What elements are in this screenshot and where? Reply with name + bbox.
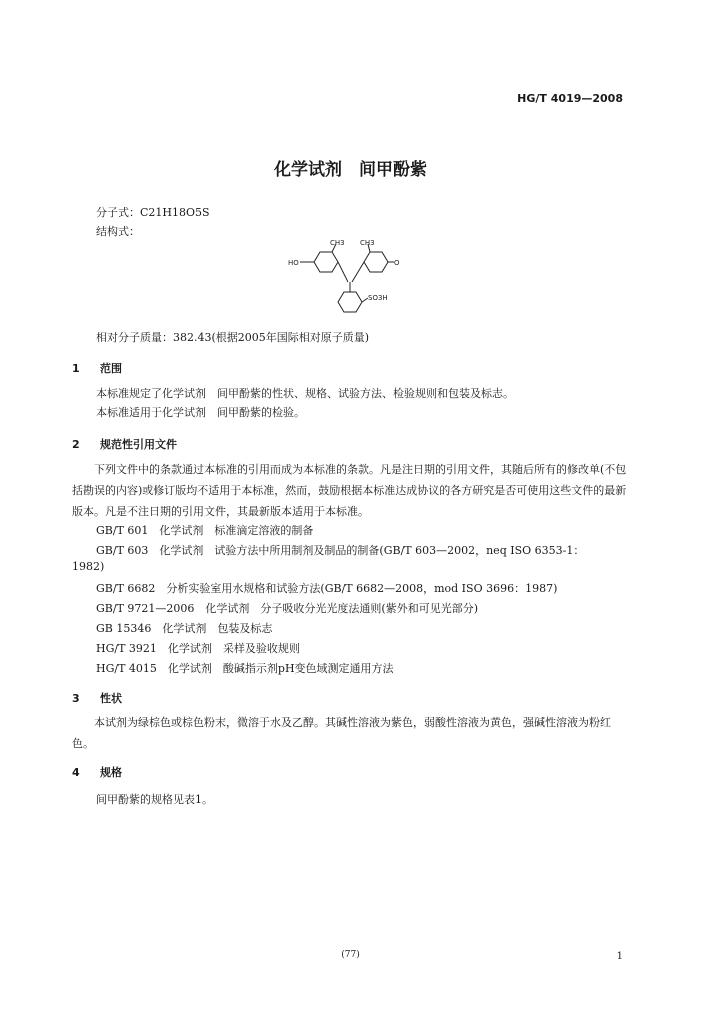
reference-item: GB 15346 化学试剂 包装及标志: [96, 622, 273, 635]
references-intro: 下列文件中的条款通过本标准的引用而成为本标准的条款。凡是注日期的引用文件，其随后所有的修改单(不包括勘误的内容)或修订版均不适用于本标准，然而，鼓励根据本标准达成协议的各方研究是否可使用这些文件的最新版本。凡是不注日期的引用文件，其最新版本适用于本标准。: [72, 463, 627, 518]
sulfophenyl-ring: [338, 292, 362, 312]
reference-item: GB/T 9721—2006 化学试剂 分子吸收分光光度法通则(紫外和可见光部分): [96, 602, 478, 615]
page-number: 1: [616, 951, 623, 962]
page-title: 化学试剂 间甲酚紫: [274, 160, 427, 180]
section-3-heading: 3 性状: [72, 692, 122, 705]
reference-item: HG/T 4015 化学试剂 酸碱指示剂pH变色域测定通用方法: [96, 662, 394, 675]
properties-text: 本试剂为绿棕色或棕色粉末，微溶于水及乙醇。其碱性溶液为紫色，弱酸性溶液为黄色，强碱性溶液为粉红色。: [72, 716, 611, 750]
spec-text: 间甲酚紫的规格见表1。: [96, 793, 213, 806]
left-phenol-ring: [314, 252, 338, 272]
reference-item-continued: 1982): [72, 560, 105, 573]
reference-item: GB/T 6682 分析实验室用水规格和试验方法(GB/T 6682—2008，mod ISO 3696：1987): [96, 582, 558, 595]
reference-item: HG/T 3921 化学试剂 采样及验收规则: [96, 642, 300, 655]
ch3-left-label: CH3: [330, 239, 345, 247]
ch3-right-label: CH3: [360, 239, 375, 247]
standard-number: HG/T 4019—2008: [517, 92, 623, 105]
ho-label: HO: [288, 259, 299, 267]
molecular-formula: 分子式：C21H18O5S: [96, 206, 210, 219]
sulfo-label: SO3H: [368, 294, 388, 302]
right-keto-ring: [364, 252, 388, 272]
section-2-heading: 2 规范性引用文件: [72, 438, 177, 451]
section-4-heading: 4 规格: [72, 766, 122, 779]
structure-label: 结构式：: [96, 225, 140, 238]
scope-line-2: 本标准适用于化学试剂 间甲酚紫的检验。: [96, 406, 305, 419]
section-1-heading: 1 范围: [72, 362, 122, 375]
keto-label: O: [394, 259, 400, 267]
reference-item: GB/T 601 化学试剂 标准滴定溶液的制备: [96, 524, 314, 537]
footer-center-number: (77): [341, 950, 360, 960]
scope-line-1: 本标准规定了化学试剂 间甲酚紫的性状、规格、试验方法、检验规则和包装及标志。: [96, 387, 514, 400]
reference-item: GB/T 603 化学试剂 试验方法中所用制剂及制品的制备(GB/T 603—2002，neq ISO 6353-1：: [96, 544, 585, 557]
chemical-structure: [290, 240, 450, 330]
molar-mass: 相对分子质量：382.43(根据2005年国际相对原子质量): [96, 331, 370, 344]
